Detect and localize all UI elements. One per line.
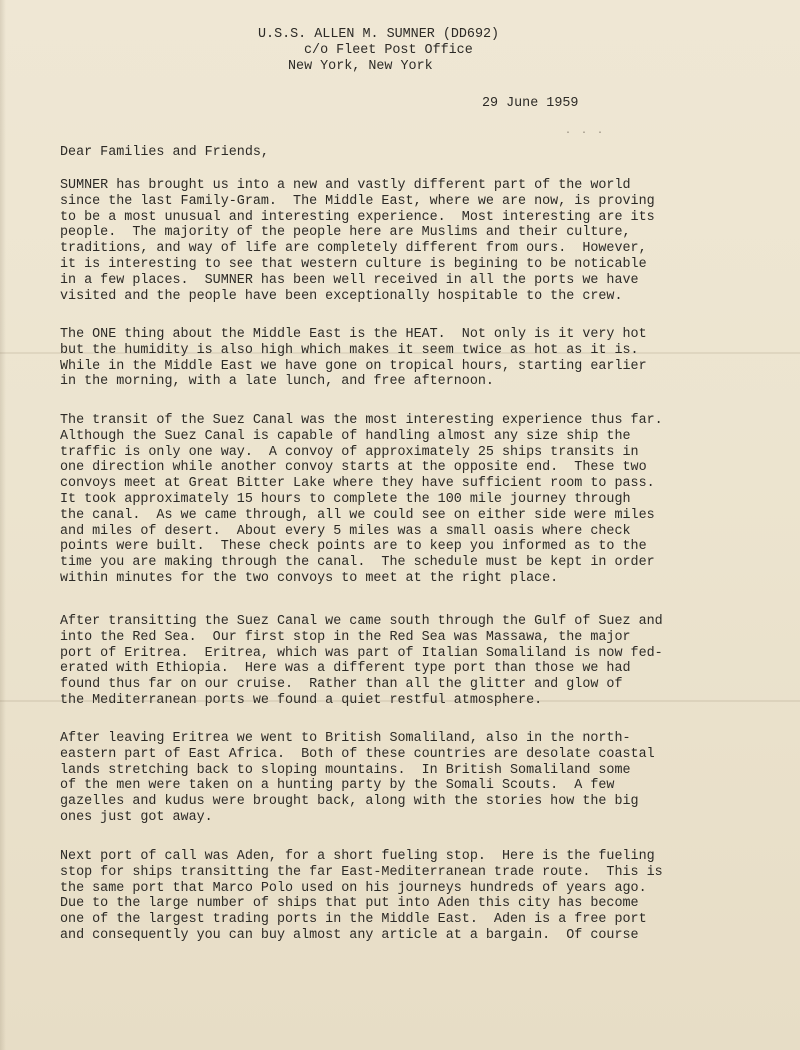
letterhead bbox=[258, 27, 558, 74]
paragraph-line: lands stretching back to sloping mountains. In British Somaliland some bbox=[60, 762, 631, 778]
paragraph-line: The transit of the Suez Canal was the most interesting experience thus far. bbox=[60, 413, 663, 428]
paragraph-line: in the morning, with a late lunch, and free afternoon. bbox=[60, 374, 494, 390]
paragraph-line: in a few places. SUMNER has been well received in all the ports we have bbox=[60, 272, 639, 288]
paragraph-line: convoys meet at Great Bitter Lake where they have sufficient room to pass. bbox=[60, 476, 655, 492]
paragraph-line: points were built. These check points are to keep you informed as to the bbox=[60, 539, 647, 555]
ink-specks: · · · bbox=[565, 128, 606, 139]
paragraph-line: the canal. As we came through, all we could see on either side were miles bbox=[60, 507, 655, 523]
paragraph-line: port of Eritrea. Eritrea, which was part of Italian Somaliland is now fed- bbox=[60, 645, 663, 661]
letterhead-ship-name: U.S.S. ALLEN M. SUMNER (DD692) bbox=[258, 27, 500, 42]
letterhead-post-office: c/o Fleet Post Office bbox=[304, 42, 473, 58]
paragraph-line: within minutes for the two convoys to meet at the right place. bbox=[60, 570, 559, 586]
salutation: Dear Families and Friends, bbox=[60, 145, 269, 160]
paragraph-line: SUMNER has brought us into a new and vastly different part of the world bbox=[60, 178, 631, 193]
paragraph-line: it is interesting to see that western culture is begining to be noticable bbox=[60, 256, 647, 272]
paragraph bbox=[60, 614, 700, 709]
paragraph bbox=[60, 327, 700, 390]
paragraph bbox=[60, 413, 700, 587]
paragraph-line: traffic is only one way. A convoy of approximately 25 ships transits in bbox=[60, 444, 639, 460]
paper-edge-shadow bbox=[0, 0, 6, 1050]
paragraph-line: since the last Family-Gram. The Middle East, where we are now, is proving bbox=[60, 193, 655, 209]
paragraph-line: traditions, and way of life are completely different from ours. However, bbox=[60, 241, 647, 257]
paragraph-line: one of the largest trading ports in the Middle East. Aden is a free port bbox=[60, 912, 647, 928]
paragraph-line: eastern part of East Africa. Both of these countries are desolate coastal bbox=[60, 746, 655, 762]
paragraph-line: stop for ships transitting the far East-Mediterranean trade route. This is bbox=[60, 864, 663, 880]
letter-date: 29 June 1959 bbox=[482, 96, 579, 111]
paragraph-line: After transitting the Suez Canal we came south through the Gulf of Suez and bbox=[60, 614, 663, 629]
paragraph-line: of the men were taken on a hunting party by the Somali Scouts. A few bbox=[60, 778, 615, 794]
paragraph-line: and miles of desert. About every 5 miles was a small oasis where check bbox=[60, 523, 631, 539]
paragraph bbox=[60, 849, 700, 944]
paragraph-line: Due to the large number of ships that put into Aden this city has become bbox=[60, 896, 639, 912]
paragraph-line: Next port of call was Aden, for a short fueling stop. Here is the fueling bbox=[60, 849, 655, 864]
paragraph-line: people. The majority of the people here are Muslims and their culture, bbox=[60, 225, 631, 241]
paragraph bbox=[60, 178, 700, 304]
paragraph-line: the Mediterranean ports we found a quiet restful atmosphere. bbox=[60, 692, 543, 708]
letterhead-city: New York, New York bbox=[288, 58, 433, 74]
paragraph-line: ones just got away. bbox=[60, 809, 213, 825]
paragraph-line: The ONE thing about the Middle East is the HEAT. Not only is it very hot bbox=[60, 327, 647, 342]
paragraph-line: gazelles and kudus were brought back, along with the stories how the big bbox=[60, 794, 639, 810]
paragraph-line: and consequently you can buy almost any article at a bargain. Of course bbox=[60, 927, 639, 943]
paragraph-line: one direction while another convoy starts at the opposite end. These two bbox=[60, 460, 647, 476]
paragraph-line: into the Red Sea. Our first stop in the Red Sea was Massawa, the major bbox=[60, 629, 631, 645]
paragraph-line: but the humidity is also high which makes it seem twice as hot as it is. bbox=[60, 342, 639, 358]
paragraph-line: the same port that Marco Polo used on his journeys hundreds of years ago. bbox=[60, 880, 647, 896]
paragraph-line: time you are making through the canal. The schedule must be kept in order bbox=[60, 555, 655, 571]
paragraph-line: erated with Ethiopia. Here was a different type port than those we had bbox=[60, 661, 631, 677]
paragraph bbox=[60, 731, 700, 826]
paragraph-line: Although the Suez Canal is capable of handling almost any size ship the bbox=[60, 428, 631, 444]
paragraph-line: visited and the people have been exceptionally hospitable to the crew. bbox=[60, 288, 623, 304]
paragraph-line: It took approximately 15 hours to complete the 100 mile journey through bbox=[60, 491, 631, 507]
paragraph-line: found thus far on our cruise. Rather than all the glitter and glow of bbox=[60, 677, 623, 693]
paragraph-line: After leaving Eritrea we went to British Somaliland, also in the north- bbox=[60, 731, 631, 746]
paragraph-line: to be a most unusual and interesting experience. Most interesting are its bbox=[60, 209, 655, 225]
paragraph-line: While in the Middle East we have gone on tropical hours, starting earlier bbox=[60, 358, 647, 374]
